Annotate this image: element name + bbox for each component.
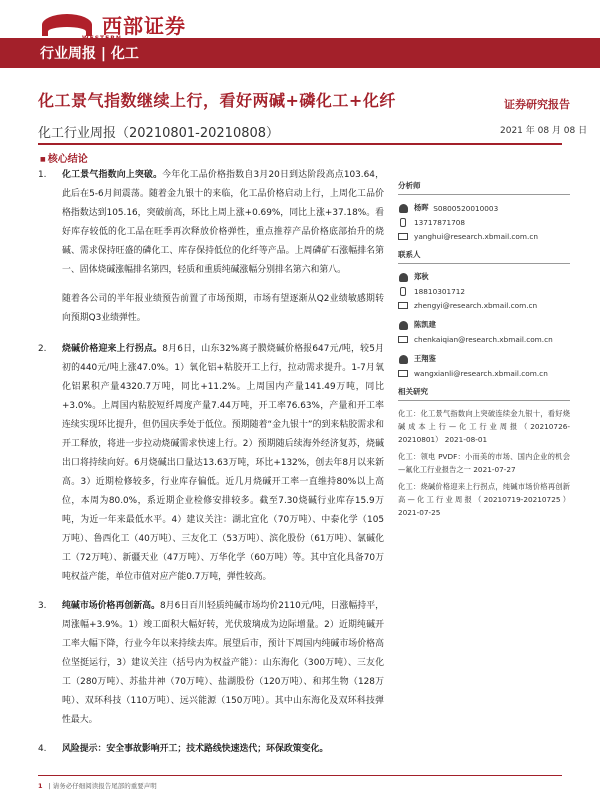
brand-logo: [42, 10, 186, 39]
related-heading: 相关研究: [398, 386, 570, 401]
item-body: 今年化工品价格指数自3月20日到达阶段高点103.64，此后在5-6月间震荡。随着金九银十的来临，化工品价格启动上行，上周化工品价格指数达到105.16，突破前高，环比上周上涨+0.69%，同比上涨+37.18%。看好库存较低的化工品在旺季再次释放价格弹性，重点推荐产品价格底部抬升的烧碱、需求保持旺盛的磷化工、库存保持低位的化纤等产品。上周磷矿石涨幅排名第一、固体烧碱涨幅排名第四，轻质和重质纯碱涨幅分别排名第六和第八。: [62, 170, 384, 275]
contact-phone: 18810301712: [414, 286, 466, 296]
main-content: [38, 166, 384, 769]
report-subtitle: 化工行业周报（20210801-20210808）: [38, 126, 280, 141]
mail-icon: [398, 368, 408, 378]
person-icon: [398, 203, 408, 213]
footer-divider: [38, 775, 562, 776]
item-heading: 纯碱市场价格再创新高。: [62, 601, 160, 611]
item-number: 1.: [38, 170, 47, 180]
list-item: [38, 166, 384, 280]
item-heading: 风险提示：安全事故影响开工；技术路线快速迭代；环保政策变化。: [62, 744, 329, 754]
phone-icon: [398, 217, 408, 227]
item-number: 2.: [38, 344, 47, 354]
contact-card: [398, 352, 570, 380]
item-body: 8月6日百川轻质纯碱市场均价2110元/吨，日涨幅持平，周涨幅+3.9%。1）竣工面积大幅好转，光伏玻璃成为边际增量。2）近期纯碱开工率大幅下降，行业今年以来持续去库。展望后市，预计下周国内纯碱市场价格高位坚挺运行，3）建议关注（括号内为权益产能）：山东海化（300万吨）、三友化工（280万吨）、苏盐井神（70万吨）、盐湖股份（120万吨）、和邦生物（128万吨）、双环科技（110万吨）、远兴能源（150万吨）。其中山东海化及双环科技弹性最大。: [62, 601, 384, 725]
item-number: 3.: [38, 601, 47, 611]
item-heading: 化工景气指数向上突破。: [62, 170, 163, 180]
contact-name: 郑秋: [414, 272, 429, 281]
person-icon: [398, 354, 408, 364]
item-extra-paragraph: 随着各公司的半年报业绩预告前置了市场预期，市场有望逐渐从Q2业绩敏感期转向预期Q3业绩弹性。: [62, 294, 384, 323]
analyst-cert: S0800520010003: [433, 203, 499, 213]
analyst-card: [398, 201, 570, 243]
list-item: [38, 740, 384, 759]
page-number: 1: [38, 782, 43, 790]
analysts-heading: 分析师: [398, 180, 570, 195]
logo-chinese: 西部证券: [102, 14, 186, 38]
report-date: 2021 年 08 月 08 日: [500, 126, 588, 136]
header-bar: [0, 38, 600, 68]
logo-arc-icon: [42, 14, 92, 36]
item-number: 4.: [38, 744, 47, 754]
footer-disclaimer: 请务必仔细阅读报告尾部的重要声明: [52, 782, 157, 790]
item-heading: 烧碱价格迎来上行拐点。: [62, 344, 163, 354]
mail-icon: [398, 300, 408, 310]
report-title: 化工景气指数继续上行，看好两碱+磷化工+化纤: [38, 91, 396, 110]
title-divider: [38, 143, 562, 145]
contact-email[interactable]: wangxianli@research.xbmail.com.cn: [414, 368, 548, 378]
report-category: 行业周报 | 化工: [40, 46, 139, 62]
related-report-link[interactable]: 化工：烧碱价格迎来上行拐点，纯碱市场价格再创新高—化工行业周报（20210719-20210725） 2021-07-25: [398, 482, 570, 517]
sidebar: [398, 176, 570, 523]
mail-icon: [398, 334, 408, 344]
section-heading: ■ 核心结论: [40, 150, 88, 165]
analyst-email[interactable]: yanghui@research.xbmail.com.cn: [414, 231, 538, 241]
contact-email[interactable]: zhengyi@research.xbmail.com.cn: [414, 300, 538, 310]
related-report-link[interactable]: 化工：领电 PVDF：小而美的市场、国内企业的机会—氟化工行业报告之一 2021-07-27: [398, 452, 570, 474]
phone-icon: [398, 286, 408, 296]
related-report-link[interactable]: 化工：化工景气指数向上突破连续金九银十，看好烧碱成本上行—化工行业周报（20210726-20210801） 2021-08-01: [398, 409, 570, 444]
analyst-name: 杨晖: [414, 203, 429, 212]
item-body: 8月6日，山东32%离子膜烧碱价格报647元/吨，较5月初的440元/吨上涨47.0%。1）氧化铝+粘胶开工上行，拉动需求提升。1-7月氧化铝累积产量4320.7万吨，同比+11.2%。上周国内产量141.49万吨，同比+3.0%。上周国内粘胶短纤周度产量7.44万吨，开工率76.63%，产量和开工率连续实现环比提升，但仍国庆季处于低位。预期随着“金九银十”的到来粘胶需求和开工释放，将进一步拉动烧碱需求快速上行。2）预期随后续海外经济复苏，烧碱出口将持续向好。6月烧碱出口量达13.63万吨，环比+132%，创去年8月以来新高。3）近期检修较多，行业库存偏低。近几月烧碱开工率一直维持80%以上高位，本周为80.0%，系近期企业检修安排较多。截至7.30烧碱行业库存15.9万吨，为近一年来最低水平。4）建议关注：湖北宜化（70万吨）、中泰化学（105万吨）、鲁西化工（40万吨）、三友化工（53万吨）、滨化股份（61万吨）、氯碱化工（72万吨）、新疆天业（47万吨）、万华化学（60万吨）等。其中宜化具备70万吨权益产能，单位市值对应产能0.7万吨，弹性较高。: [62, 344, 385, 582]
list-item: [38, 340, 384, 587]
contact-name: 陈凯建: [414, 320, 436, 329]
report-type: 证券研究报告: [504, 98, 570, 111]
contacts-heading: 联系人: [398, 249, 570, 264]
mail-icon: [398, 231, 408, 241]
page-footer: 1 | 请务必仔细阅读报告尾部的重要声明: [38, 782, 157, 790]
contact-email[interactable]: chenkaiqian@research.xbmail.com.cn: [414, 334, 553, 344]
analyst-phone: 13717871708: [414, 217, 466, 227]
list-item: [38, 597, 384, 730]
contact-name: 王翔鉴: [414, 354, 436, 363]
person-icon: [398, 272, 408, 282]
contact-card: [398, 270, 570, 312]
person-icon: [398, 320, 408, 330]
contact-card: [398, 318, 570, 346]
